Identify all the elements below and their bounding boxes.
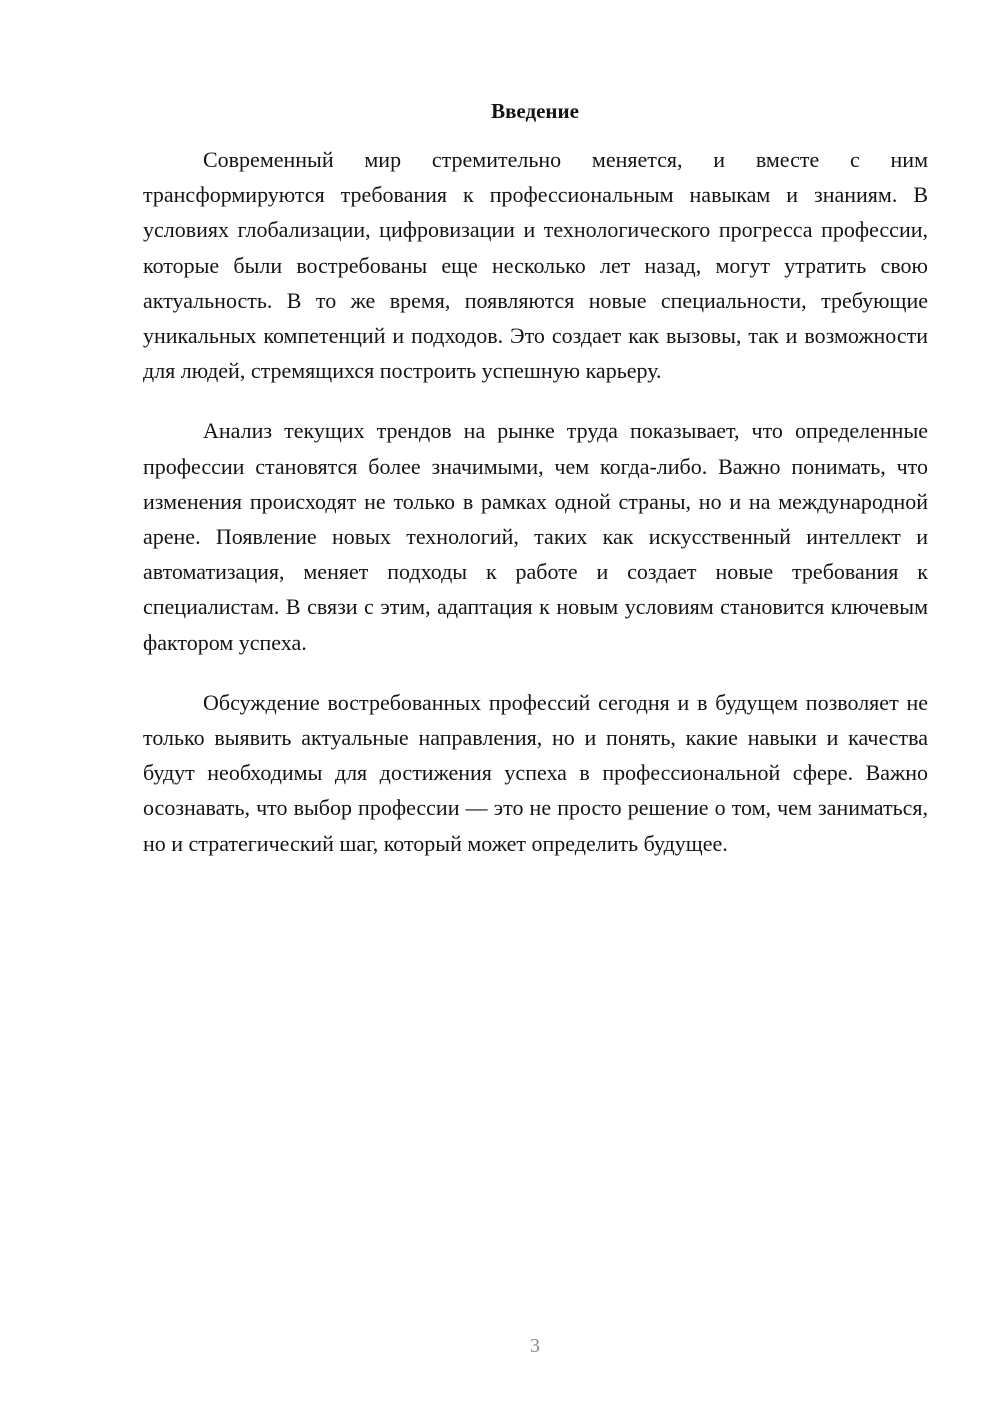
page-number: 3 — [530, 1335, 540, 1357]
paragraph-2: Анализ текущих трендов на рынке труда показывает, что определенные профессии становятся более значимыми, чем когда-либо. Важно понимать, что изменения происходят не только в рамках одной страны, но и на международной арене. Появление новых технологий, таких как искусственный интеллект и автоматизация, меняет подходы к работе и создает новые требования к специалистам. В связи с этим, адаптация к новым условиям становится ключевым фактором успеха. — [143, 418, 928, 655]
document-body — [143, 142, 928, 886]
paragraph-3: Обсуждение востребованных профессий сегодня и в будущем позволяет не только выявить актуальные направления, но и понять, какие навыки и качества будут необходимы для достижения успеха в профессиональной сфере. Важно осознавать, что выбор профессии — это не просто решение о том, чем заниматься, но и стратегический шаг, который может определить будущее. — [143, 689, 928, 856]
paragraph-1: Современный мир стремительно меняется, и вместе с ним трансформируются требования к профессиональным навыкам и знаниям. В условиях глобализации, цифровизации и технологического прогресса профессии, которые были востребованы еще несколько лет назад, могут утратить свою актуальность. В то же время, появляются новые специальности, требующие уникальных компетенций и подходов. Это создает как вызовы, так и возможности для людей, стремящихся построить успешную карьеру. — [143, 147, 928, 384]
page-title: Введение — [491, 99, 579, 123]
